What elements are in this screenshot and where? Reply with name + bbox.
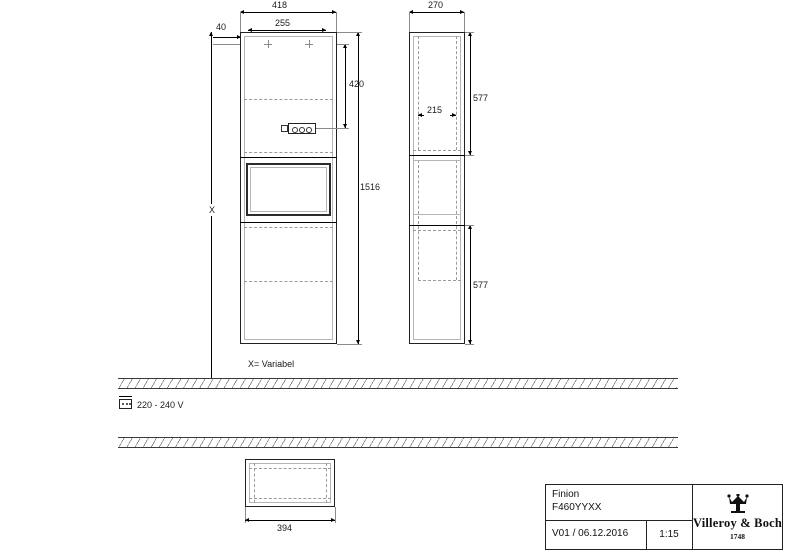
ext-line <box>316 128 349 129</box>
note-variable: X= Variabel <box>248 359 295 369</box>
dim-arrow-right <box>322 28 326 32</box>
front-dashed-shelf-3 <box>244 152 333 153</box>
dim-394-label: 394 <box>277 523 293 533</box>
ext-line <box>337 32 362 33</box>
dim-40-label: 40 <box>216 22 227 32</box>
ext-line <box>240 12 241 32</box>
dim-line-577-upper <box>470 32 471 155</box>
titleblock-scale-cell <box>646 520 692 549</box>
dim-420-label: 420 <box>349 79 365 89</box>
dim-x-label: X <box>209 205 216 215</box>
dim-arrow-up <box>209 32 213 36</box>
front-shelf-line-2 <box>240 222 337 223</box>
note-voltage: 220 - 240 V <box>137 400 184 410</box>
ext-line <box>337 44 349 45</box>
side-dashed-line-2 <box>413 230 461 231</box>
dim-255-label: 255 <box>275 18 291 28</box>
corner-tick <box>309 40 310 48</box>
wall-band-upper-hatch <box>119 379 677 388</box>
titleblock-revision-cell <box>546 520 646 549</box>
ext-line <box>337 344 362 345</box>
dim-577-upper-label: 577 <box>473 93 489 103</box>
scale-value: 1:15 <box>659 529 679 540</box>
top-view-dashed-4 <box>326 463 327 503</box>
dim-arrow-left <box>245 518 249 522</box>
dim-line-255 <box>248 30 326 31</box>
dim-arrow-left <box>248 28 252 32</box>
dim-line-577-lower <box>470 225 471 344</box>
ext-line <box>335 507 336 523</box>
top-view-dashed-3 <box>254 463 255 503</box>
villeroy-boch-logo <box>692 485 783 549</box>
ext-line <box>465 32 474 33</box>
ext-line <box>213 44 241 45</box>
product-code: F460YYXX <box>552 502 602 513</box>
ext-line <box>464 12 465 32</box>
dim-line-1516 <box>358 32 359 344</box>
dim-arrow-left <box>418 113 422 117</box>
corner-tick <box>268 40 269 48</box>
ext-line <box>336 12 337 32</box>
dim-418-label: 418 <box>272 0 288 10</box>
wall-band-lower-hatch <box>119 438 677 447</box>
top-view-inner-outline <box>249 463 331 503</box>
front-shelf-line-1 <box>240 157 337 158</box>
front-dashed-shelf <box>244 99 333 100</box>
power-socket-icon <box>119 399 132 409</box>
dim-arrow-right <box>452 113 456 117</box>
side-shelf-line-1 <box>409 155 465 156</box>
brand-name: Villeroy & Boch <box>692 515 783 530</box>
ext-line <box>465 155 474 156</box>
socket-hole-3 <box>306 127 312 133</box>
side-inner-compartment <box>413 160 461 215</box>
product-name: Finion <box>552 489 580 500</box>
dim-line-420 <box>345 44 346 128</box>
socket-hole-1 <box>292 127 298 133</box>
front-dashed-shelf-4 <box>244 227 333 228</box>
dim-1516-label: 1516 <box>360 182 381 192</box>
dim-line-270 <box>409 12 464 13</box>
dim-line-418 <box>240 12 336 13</box>
dim-arrow-right <box>331 518 335 522</box>
dim-line-394 <box>245 520 335 521</box>
front-open-compartment-inner <box>250 167 327 212</box>
logo-crown-icon <box>723 494 753 514</box>
socket-switch <box>281 125 288 132</box>
side-dashed-vert-3 <box>456 36 457 150</box>
title-block <box>545 484 783 550</box>
front-dashed-shelf-2 <box>244 281 333 282</box>
dim-270-label: 270 <box>428 0 444 10</box>
dim-577-lower-label: 577 <box>473 280 489 290</box>
top-view-dashed-2 <box>249 498 331 499</box>
brand-year: 1748 <box>730 531 745 541</box>
socket-icon-top <box>119 396 132 397</box>
titleblock-product-cell <box>546 485 692 520</box>
revision-date: V01 / 06.12.2016 <box>552 528 629 539</box>
ext-line <box>465 344 474 345</box>
ext-line <box>465 225 474 226</box>
top-view-dashed-1 <box>249 468 331 469</box>
side-dashed-line-1 <box>413 150 461 151</box>
side-dashed-vert-1 <box>418 36 419 150</box>
ext-line <box>409 12 410 32</box>
socket-hole-2 <box>299 127 305 133</box>
dim-215-label: 215 <box>427 105 443 115</box>
side-dashed-line-3 <box>418 280 461 281</box>
